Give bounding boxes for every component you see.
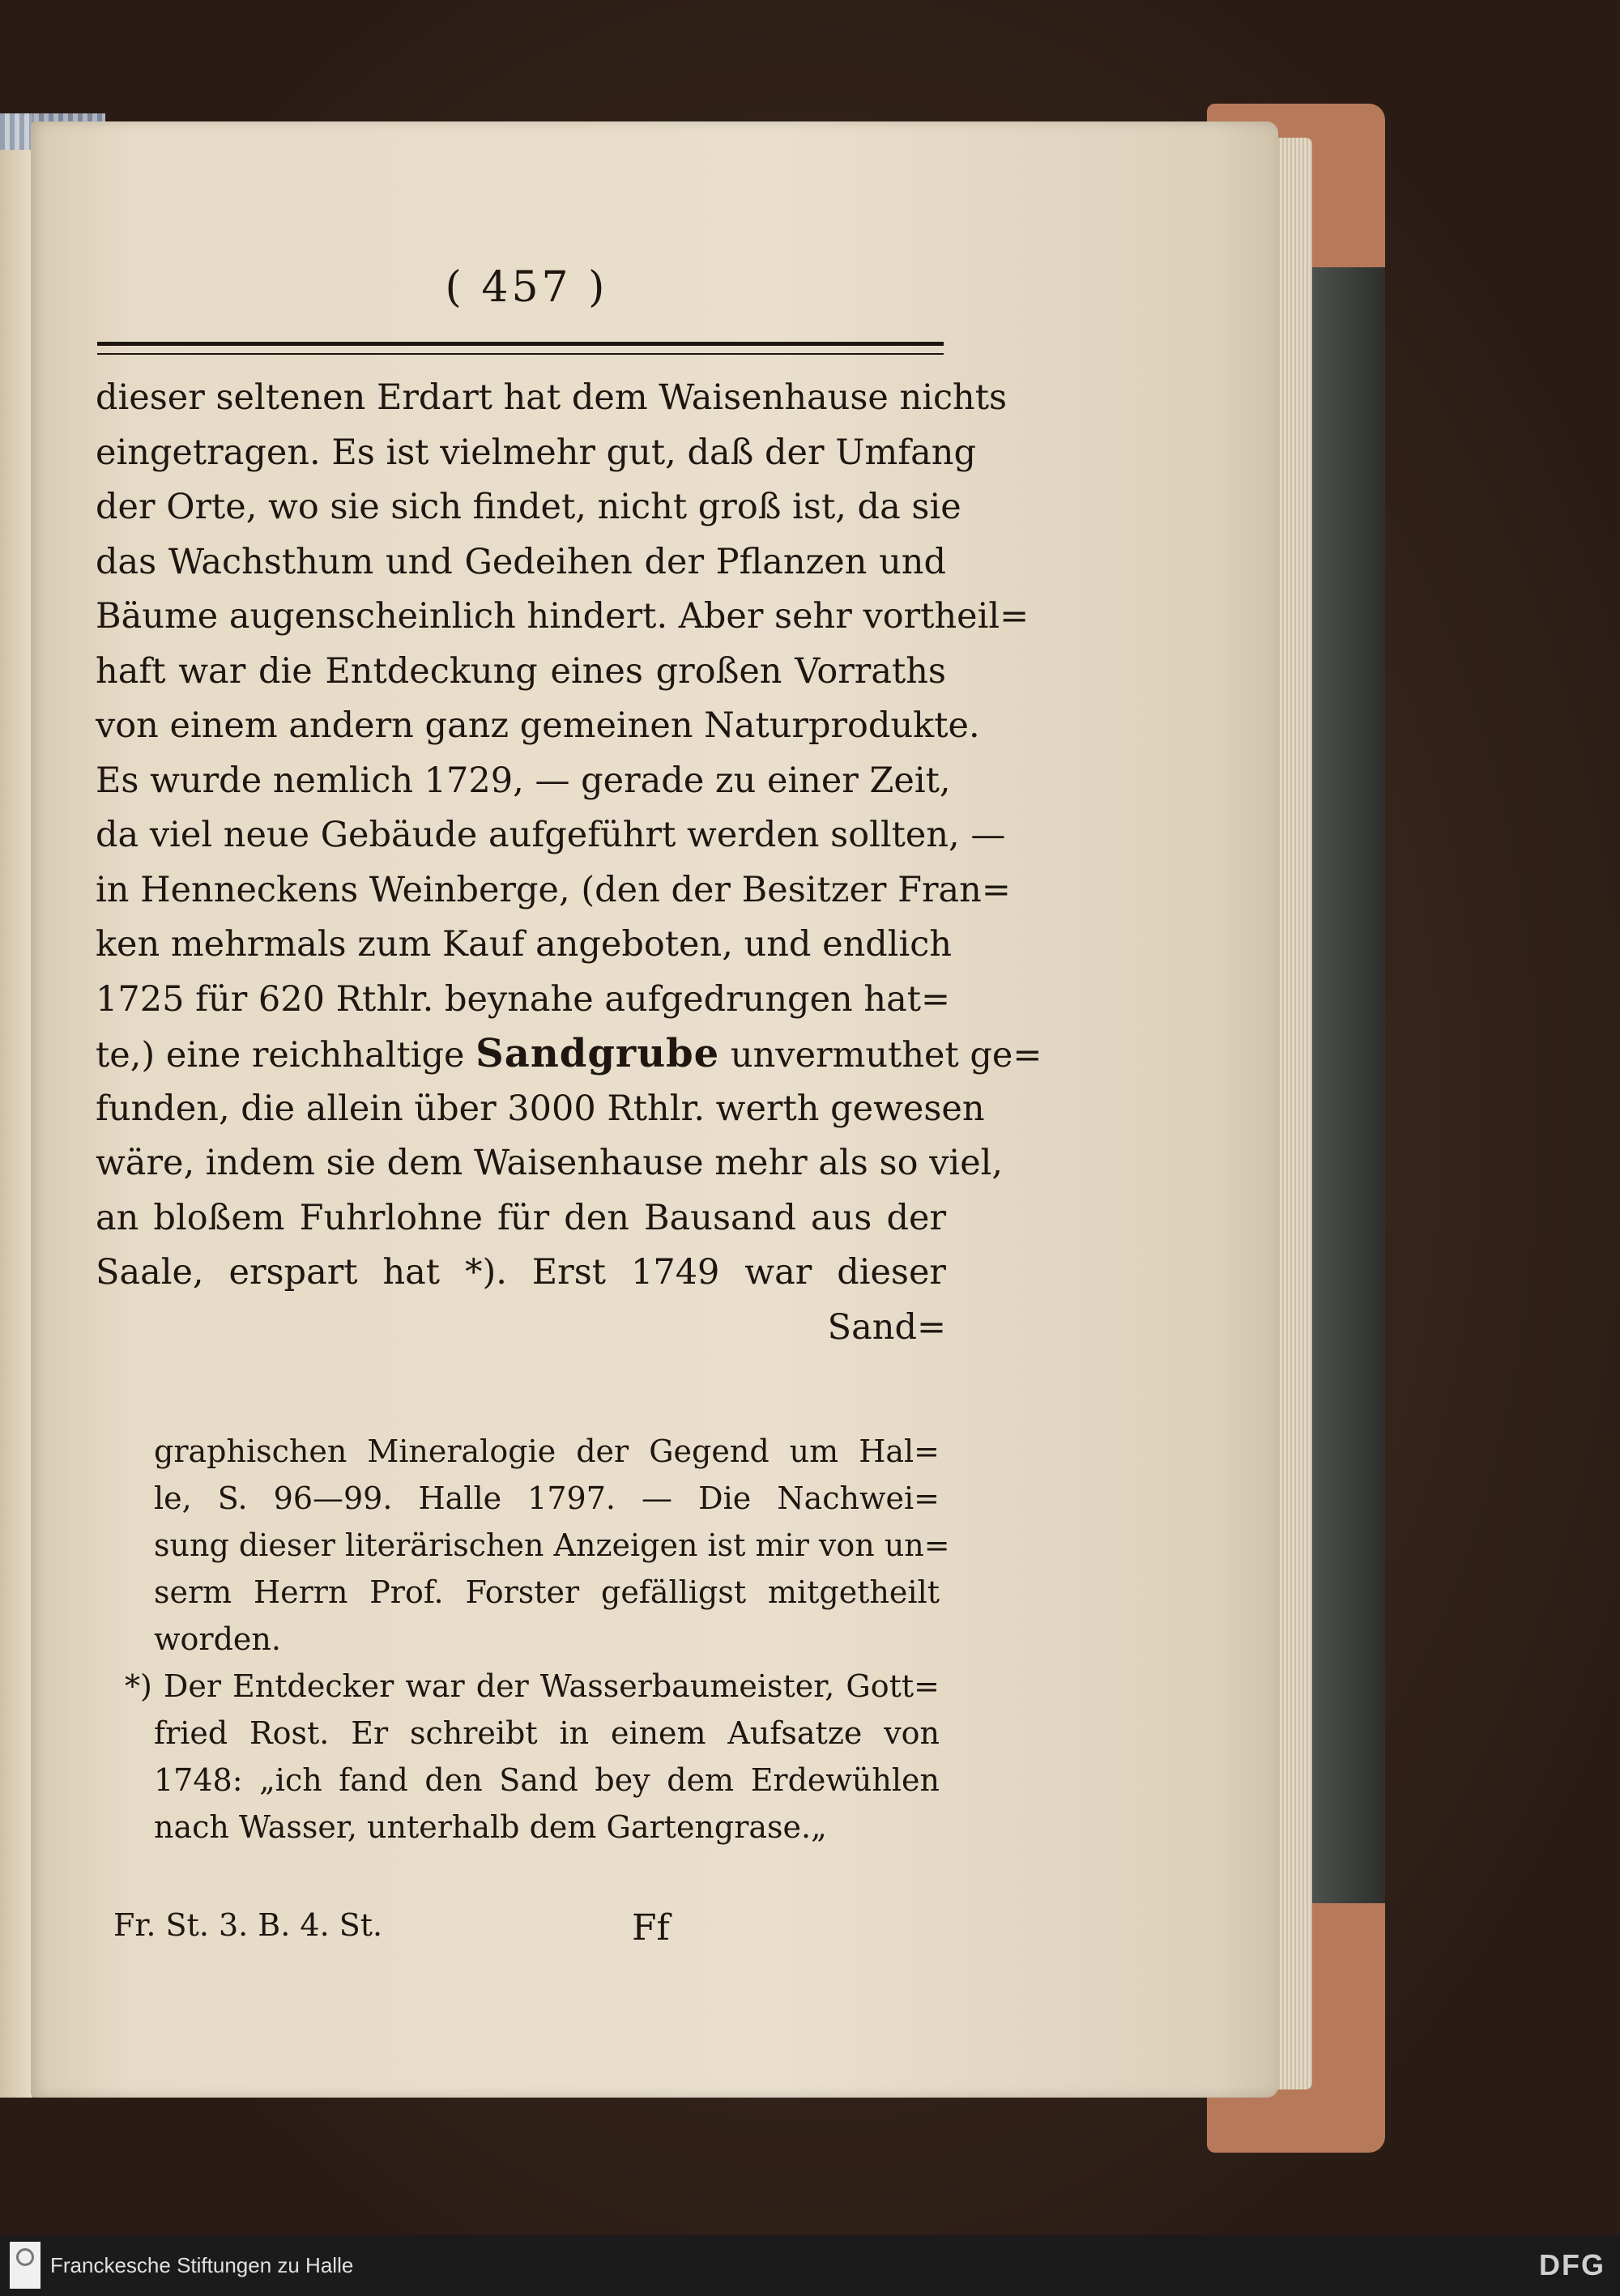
book-cover-board	[1312, 267, 1385, 1903]
logo-icon	[16, 2248, 34, 2266]
credit-bar	[0, 2235, 1620, 2296]
footnote-line: worden.	[154, 1621, 281, 1657]
footnote-line: *) Der Entdecker war der Wasserbaumeister, Gott=	[125, 1668, 940, 1704]
page-number: ( 457 )	[445, 263, 608, 312]
institution-credit: Franckesche Stiftungen zu Halle	[50, 2253, 354, 2277]
text-line: wäre, indem sie dem Waisenhause mehr als so viel,	[96, 1143, 1004, 1183]
catchword: Sand=	[827, 1306, 946, 1348]
main-text	[96, 371, 1042, 1355]
text-line: von einem andern ganz gemeinen Naturprodukte.	[96, 705, 980, 746]
footnote-line: fried Rost. Er schreibt in einem Aufsatze von	[154, 1715, 940, 1751]
footnote-line: sung dieser literärischen Anzeigen ist mir von un=	[154, 1527, 950, 1563]
text-segment: te,) eine reichhaltige	[96, 1035, 465, 1076]
text-line: der Orte, wo sie sich findet, nicht groß ist, da sie	[96, 487, 961, 527]
footnote-line: nach Wasser, unterhalb dem Gartengrase.„	[154, 1809, 827, 1845]
text-line: eingetragen. Es ist vielmehr gut, daß der Umfang	[96, 432, 976, 473]
quire-mark: Ff	[632, 1907, 670, 1949]
institution-logo	[10, 2242, 40, 2289]
text-line: 1725 für 620 Rthlr. beynahe aufgedrungen hat=	[96, 978, 951, 1020]
text-line: Saale, erspart hat *). Erst 1749 war dieser	[96, 1252, 946, 1293]
book-front-cover-edge	[0, 113, 34, 2098]
footnote-line: serm Herrn Prof. Forster gefälligst mitgetheilt	[154, 1574, 940, 1610]
text-line: dieser seltenen Erdart hat dem Waisenhause nichts	[96, 377, 1008, 418]
text-segment: unvermuthet ge=	[730, 1035, 1042, 1076]
dfg-logo: DFG	[1539, 2248, 1605, 2281]
footnote-line: graphischen Mineralogie der Gegend um Hal=	[154, 1433, 940, 1469]
text-line: Es wurde nemlich 1729, — gerade zu einer Zeit,	[96, 760, 951, 801]
text-line: ken mehrmals zum Kauf angeboten, und endlich	[96, 924, 953, 965]
text-line: das Wachsthum und Gedeihen der Pflanzen und	[96, 541, 946, 582]
text-line-emphasis	[96, 1027, 1042, 1082]
footnote-line: 1748: „ich fand den Sand bey dem Erdewühlen	[154, 1762, 940, 1798]
header-rule-thin	[97, 353, 944, 355]
emphasized-word: Sandgrube	[475, 1031, 720, 1076]
text-line: an bloßem Fuhrlohne für den Bausand aus der	[96, 1197, 946, 1238]
text-line: funden, die allein über 3000 Rthlr. werth gewesen	[96, 1088, 985, 1129]
text-line: haft war die Entdeckung eines großen Vorraths	[96, 650, 946, 692]
text-line: da viel neue Gebäude aufgeführt werden sollten, —	[96, 815, 1006, 855]
text-line: Bäume augenscheinlich hindert. Aber sehr vortheil=	[96, 596, 1030, 637]
header-rule	[97, 342, 944, 346]
footnotes	[125, 1428, 950, 1851]
signature-mark: Fr. St. 3. B. 4. St.	[113, 1907, 383, 1943]
footnote-line: le, S. 96—99. Halle 1797. — Die Nachwei=	[154, 1480, 940, 1516]
text-line: in Henneckens Weinberge, (den der Besitzer Fran=	[96, 869, 1011, 910]
